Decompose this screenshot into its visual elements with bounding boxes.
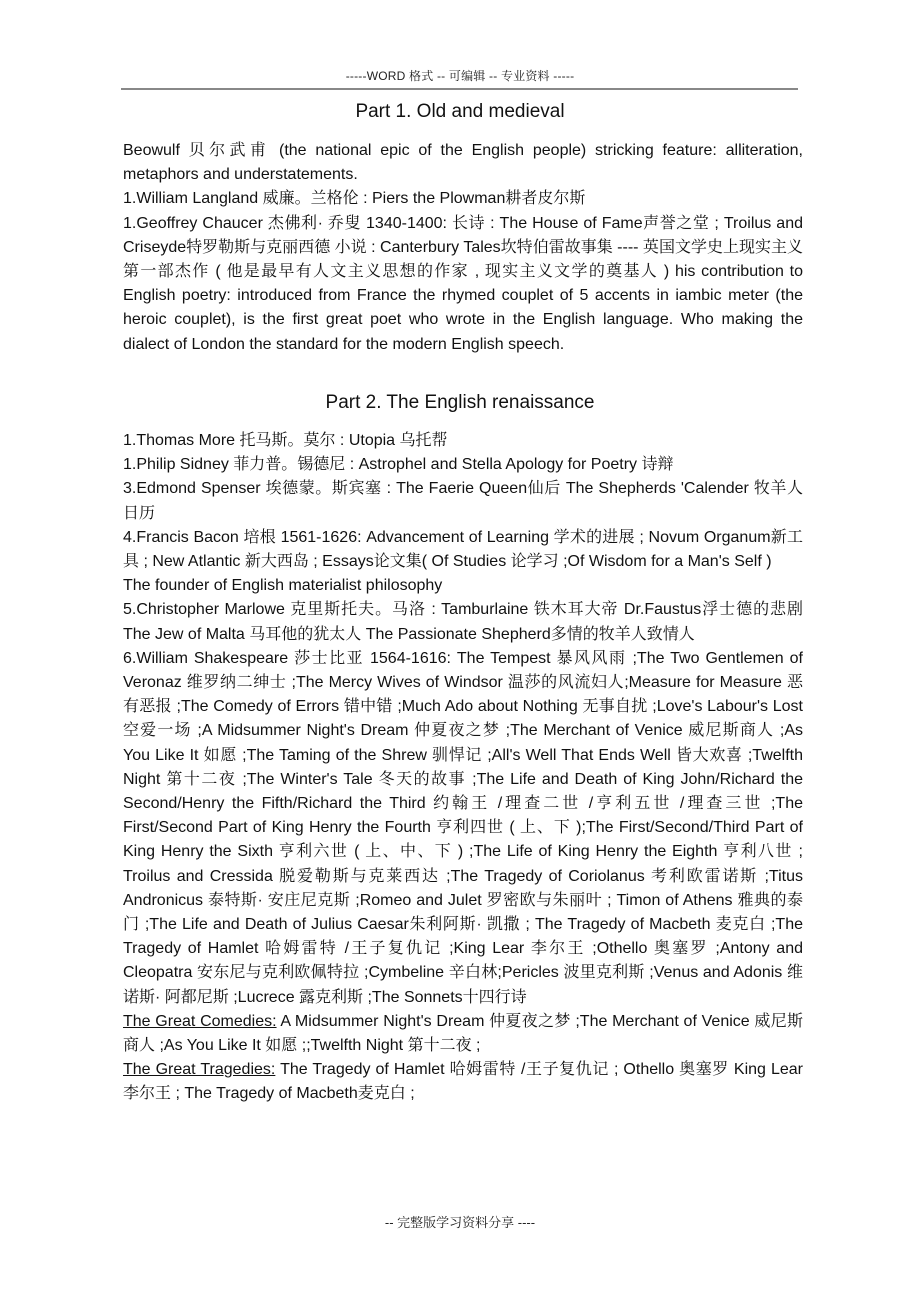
paragraph-chaucer: 1.Geoffrey Chaucer 杰佛利· 乔叟 1340-1400: 长诗 : The House of Fame声誉之堂 ; Troilus and Criseyde特罗勒斯与克丽西德 小说 : Canterbury Tales坎特伯雷故事集 ---- 英国文学史上现实主义第一部杰作 ( 他是最早有人文主义思想的作家 , 现实主义文学的奠基人 ) his contribution to English poetry: introduced from France the rhymed couplet of 5 accents in iambic meter (the heroic couplet), is the first great poet who wrote in the English language. Who making the dialect of London the standard for the modern English speech. bbox=[123, 214, 803, 353]
great-tragedies-label: The Great Tragedies: bbox=[123, 1061, 276, 1079]
paragraph-great-comedies bbox=[123, 1010, 803, 1058]
paragraph-bacon: 4.Francis Bacon 培根 1561-1626: Advancement of Learning 学术的进展 ; Novum Organum新工具 ; New Atlantic 新大西岛 ; Essays论文集( Of Studies 论学习 ;Of Wisdom for a Man's Self ) bbox=[123, 528, 803, 571]
section-title-part1: Part 1. Old and medieval bbox=[355, 101, 565, 122]
page-footer: -- 完整版学习资料分享 ---- bbox=[384, 1215, 536, 1230]
paragraph-great-tragedies bbox=[123, 1058, 803, 1106]
paragraph-marlowe: 5.Christopher Marlowe 克里斯托夫。马洛 : Tamburlaine 铁木耳大帝 Dr.Faustus浮士德的悲剧 The Jew of Malta 马耳他的犹太人 The Passionate Shepherd多情的牧羊人致情人 bbox=[123, 601, 803, 643]
paragraph-langland: 1.William Langland 威廉。兰格伦 : Piers the Plowman耕者皮尔斯 bbox=[123, 190, 586, 208]
paragraph-shakespeare: 6.William Shakespeare 莎士比亚 1564-1616: The Tempest 暴风风雨 ;The Two Gentlemen of Veronaz 维罗纳二绅士 ;The Mercy Wives of Windsor 温莎的风流妇人;Measure for Measure 恶有恶报 ;The Comedy of Errors 错中错 ;Much Ado about Nothing 无事自扰 ;Love's Labour's Lost 空爱一场 ;A Midsummer Night's Dream 仲夏夜之梦 ;The Merchant of Venice 威尼斯商人 ;As You Like It 如愿 ;The Taming of the Shrew 驯悍记 ;All's Well That Ends Well 皆大欢喜 ;Twelfth Night 第十二夜 ;The Winter's Tale 冬天的故事 ;The Life and Death of King John/Richard the Second/Henry the Fifth/Richard the Third 约翰王 /理查二世 /亨利五世 /理查三世 ;The First/Second Part of King Henry the Fourth 亨利四世 ( 上、下 );The First/Second/Third Part of King Henry the Sixth 亨利六世 ( 上、中、下 ) ;The Life of King Henry the Eighth 亨利八世 ; Troilus and Cressida 脱爱勒斯与克莱西达 ;The Tragedy of Coriolanus 考利欧雷诺斯 ;Titus Andronicus 泰特斯· 安庄尼克斯 ;Romeo and Julet 罗密欧与朱丽叶 ; Timon of Athens 雅典的泰门 ;The Life and Death of Julius Caesar朱利阿斯· 凯撒 ; The Tragedy of Macbeth 麦克白 ;The Tragedy of Hamlet 哈姆雷特 /王子复仇记 ;King Lear 李尔王 ;Othello 奥塞罗 ;Antony and Cleopatra 安东尼与克利欧佩特拉 ;Cymbeline 辛白林;Pericles 波里克利斯 ;Venus and Adonis 维诺斯· 阿都尼斯 ;Lucrece 露克利斯 ;The Sonnets十四行诗 bbox=[123, 649, 803, 1006]
great-tragedies-text: The Tragedy of Hamlet 哈姆雷特 /王子复仇记 ; Othello 奥塞罗 King Lear 李尔王 ; The Tragedy of Macbeth麦克白 ; bbox=[123, 1061, 803, 1103]
paragraph-more: 1.Thomas More 托马斯。莫尔 : Utopia 乌托帮 bbox=[123, 432, 448, 449]
paragraph-sidney: 1.Philip Sidney 菲力普。锡德尼 : Astrophel and Stella Apology for Poetry 诗辩 bbox=[123, 456, 674, 474]
section-title-part2: Part 2. The English renaissance bbox=[325, 392, 595, 413]
paragraph-spenser: 3.Edmond Spenser 埃德蒙。斯宾塞 : The Faerie Queen仙后 The Shepherds 'Calender 牧羊人日历 bbox=[123, 480, 803, 522]
great-comedies-label: The Great Comedies: bbox=[123, 1012, 277, 1030]
header-divider bbox=[121, 88, 798, 90]
paragraph-beowulf: Beowulf 贝尔武甫 (the national epic of the English people) stricking feature: alliteration, metaphors and understatements. bbox=[123, 142, 803, 184]
great-comedies-text: A Midsummer Night's Dream 仲夏夜之梦 ;The Merchant of Venice 威尼斯商人 ;As You Like It 如愿 ;;Twelfth Night 第十二夜 ; bbox=[123, 1012, 803, 1055]
part1-body bbox=[123, 139, 803, 357]
page-header: -----WORD 格式 -- 可编辑 -- 专业资料 ----- bbox=[345, 69, 575, 83]
paragraph-bacon-note: The founder of English materialist philosophy bbox=[123, 577, 443, 595]
part2-body bbox=[123, 429, 803, 1107]
